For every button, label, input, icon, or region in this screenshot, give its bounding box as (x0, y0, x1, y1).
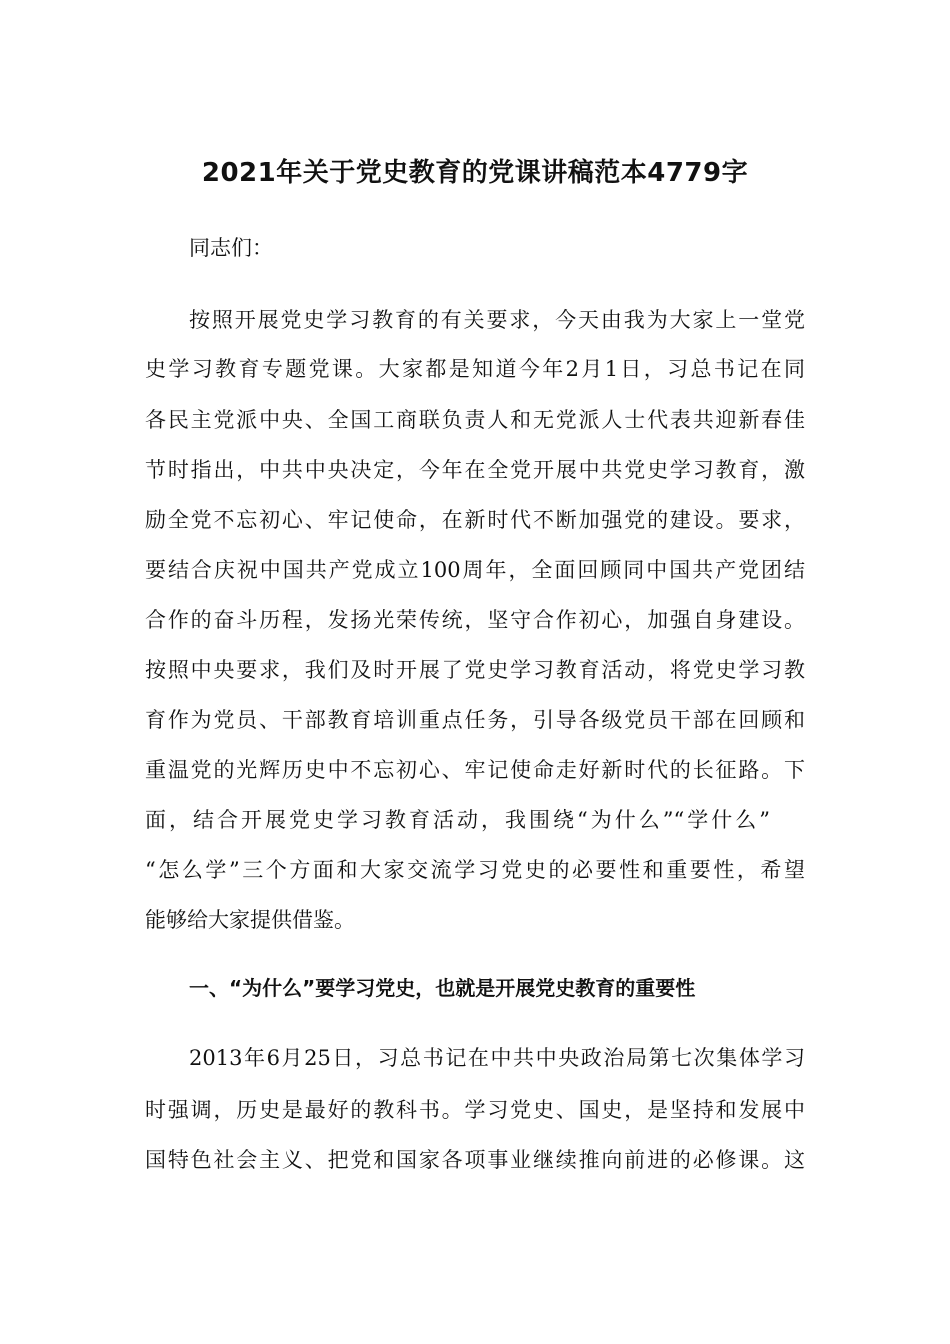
paragraph1-line: 节时指出，中共中央决定，今年在全党开展中共党史学习教育，激 (145, 458, 805, 482)
greeting: 同志们： (189, 236, 273, 260)
paragraph2-line: 时强调，历史是最好的教科书。学习党史、国史，是坚持和发展中 (145, 1098, 805, 1122)
paragraph1-line: 各民主党派中央、全国工商联负责人和无党派人士代表共迎新春佳 (145, 408, 805, 432)
paragraph2-line: 国特色社会主义、把党和国家各项事业继续推向前进的必修课。这 (145, 1148, 805, 1172)
paragraph2-line: 2013年6月25日，习总书记在中共中央政治局第七次集体学习 (189, 1046, 805, 1070)
paragraph1-line: 史学习教育专题党课。大家都是知道今年2月1日，习总书记在同 (145, 357, 805, 381)
paragraph1-line: 育作为党员、干部教育培训重点任务，引导各级党员干部在回顾和 (145, 708, 805, 732)
paragraph1-line: 要结合庆祝中国共产党成立100周年，全面回顾同中国共产党团结 (145, 558, 805, 582)
paragraph1-line: 合作的奋斗历程，发扬光荣传统，坚守合作初心，加强自身建设。 (145, 608, 805, 632)
paragraph1-line: 按照开展党史学习教育的有关要求，今天由我为大家上一堂党 (189, 308, 805, 332)
paragraph1-line: 重温党的光辉历史中不忘初心、牢记使命走好新时代的长征路。下 (145, 758, 805, 782)
paragraph1-line: 面，结合开展党史学习教育活动，我围绕“为什么”“学什么” (145, 808, 770, 832)
section-heading: 一、“为什么”要学习党史，也就是开展党史教育的重要性 (189, 976, 696, 1000)
paragraph1-line: 励全党不忘初心、牢记使命，在新时代不断加强党的建设。要求， (145, 508, 805, 532)
paragraph1-line: 按照中央要求，我们及时开展了党史学习教育活动，将党史学习教 (145, 658, 805, 682)
paragraph1-line: “怎么学”三个方面和大家交流学习党史的必要性和重要性，希望 (145, 858, 805, 882)
document-title: 2021年关于党史教育的党课讲稿范本4779字 (201, 158, 749, 188)
paragraph1-line: 能够给大家提供借鉴。 (145, 908, 355, 932)
